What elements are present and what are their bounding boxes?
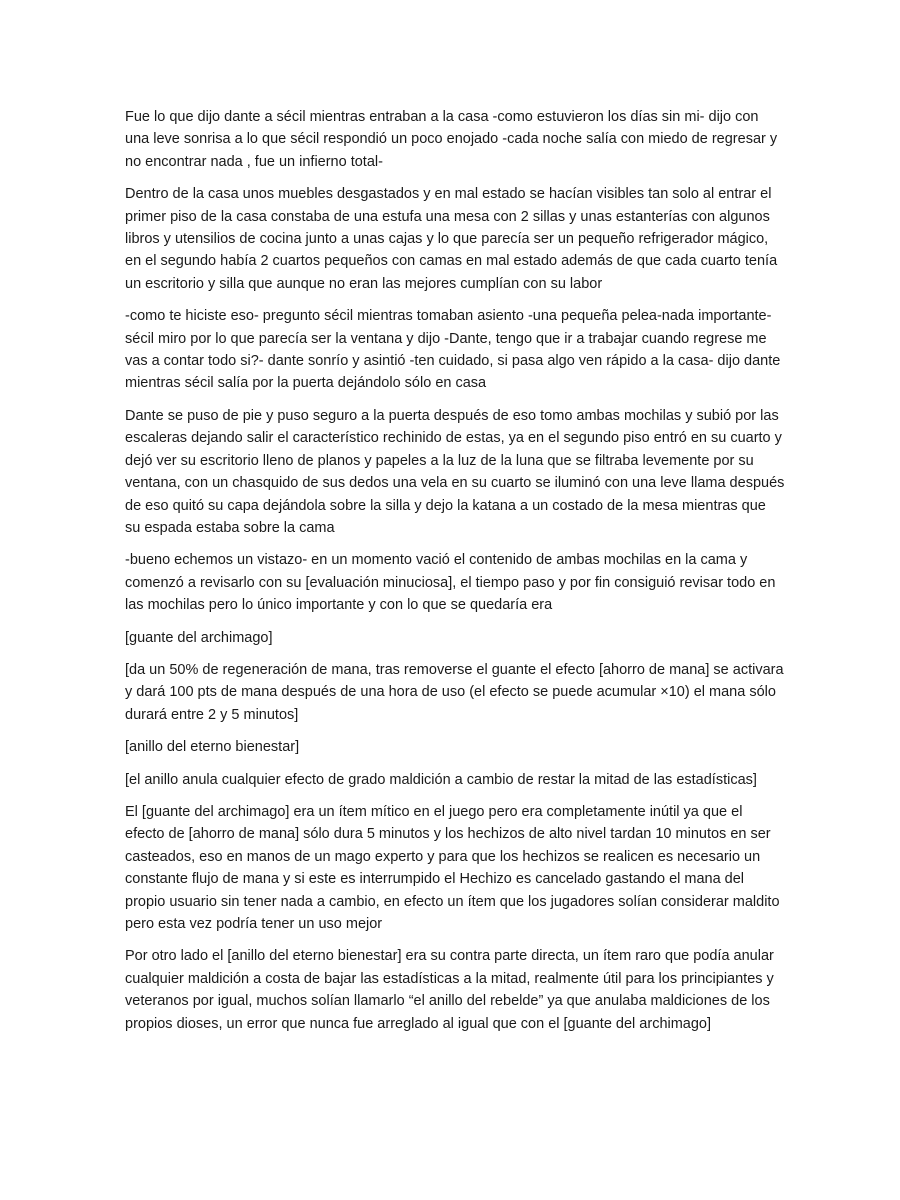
paragraph-10: El [guante del archimago] era un ítem mítico en el juego pero era completamente inútil ya que el efecto de [ahorro de mana] sólo dura 5 minutos y los hechizos de alto nivel tardan 10 minutos en ser casteados, eso en manos de un mago experto y para que los hechizos se realicen es necesario un constante flujo de mana y si este es interrumpido el Hechizo es cancelado gastando el mana del propio usuario sin tener nada a cambio, en efecto un ítem que los jugadores solían considerar maldito pero esta vez podría tener un uso mejor — [125, 803, 780, 932]
document-body — [125, 106, 785, 1045]
paragraph-2: Dentro de la casa unos muebles desgastados y en mal estado se hacían visibles tan solo al entrar el primer piso de la casa constaba de una estufa una mesa con 2 sillas y unas estanterías con algunos libros y utensilios de cocina junto a unas cajas y lo que parecía ser un pequeño refrigerador mágico, en el segundo había 2 cuartos pequeños con camas en mal estado además de que cada cuarto tenía un escritorio y silla que aunque no eran las mejores cumplían con su labor — [125, 186, 778, 292]
paragraph-3: -como te hiciste eso- pregunto sécil mientras tomaban asiento -una pequeña pelea-nada importante- sécil miro por lo que parecía ser la ventana y dijo -Dante, tengo que ir a trabajar cuando regrese me vas a contar todo si?- dante sonrío y asintió -ten cuidado, si pasa algo ven rápido a la casa- dijo dante mientras sécil salía por la puerta dejándolo sólo en casa — [125, 308, 781, 392]
paragraph-5: -bueno echemos un vistazo- en un momento vació el contenido de ambas mochilas en la cama y comenzó a revisarlo con su [evaluación minuciosa], el tiempo paso y por fin consiguió revisar todo en las mochilas pero lo único importante y con lo que se quedaría era — [125, 552, 776, 614]
paragraph-1: Fue lo que dijo dante a sécil mientras entraban a la casa -como estuvieron los días sin mi- dijo con una leve sonrisa a lo que sécil respondió un poco enojado -cada noche salía con miedo de regresar y no encontrar nada , fue un infierno total- — [125, 109, 778, 170]
item-title-ring: [anillo del eterno bienestar] — [125, 739, 300, 756]
paragraph-4: Dante se puso de pie y puso seguro a la puerta después de eso tomo ambas mochilas y subió por las escaleras dejando salir el característico rechinido de estas, ya en el segundo piso entró en su cuarto y dejó ver su escritorio lleno de planos y papeles a la luz de la luna que se filtraba levemente por su ventana, con un chasquido de sus dedos una vela en su cuarto se iluminó con una leve llama después de eso quitó su capa dejándola sobre la silla y dejo la katana a un costado de la mesa mientras que su espada estaba sobre la cama — [125, 407, 785, 536]
paragraph-11: Por otro lado el [anillo del eterno bienestar] era su contra parte directa, un ítem raro que podía anular cualquier maldición a costa de bajar las estadísticas a la mitad, realmente útil para los principiantes y veteranos por igual, muchos solían llamarlo “el anillo del rebelde” ya que anulaba maldiciones de los propios dioses, un error que nunca fue arreglado al igual que con el [guante del archimago] — [125, 948, 774, 1032]
item-description-ring: [el anillo anula cualquier efecto de grado maldición a cambio de restar la mitad de las estadísticas] — [125, 771, 757, 788]
item-title-glove: [guante del archimago] — [125, 629, 273, 646]
item-description-glove: [da un 50% de regeneración de mana, tras removerse el guante el efecto [ahorro de mana] se activara y dará 100 pts de mana después de una hora de uso (el efecto se puede acumular ×10) el mana sólo durará entre 2 y 5 minutos] — [125, 661, 784, 723]
